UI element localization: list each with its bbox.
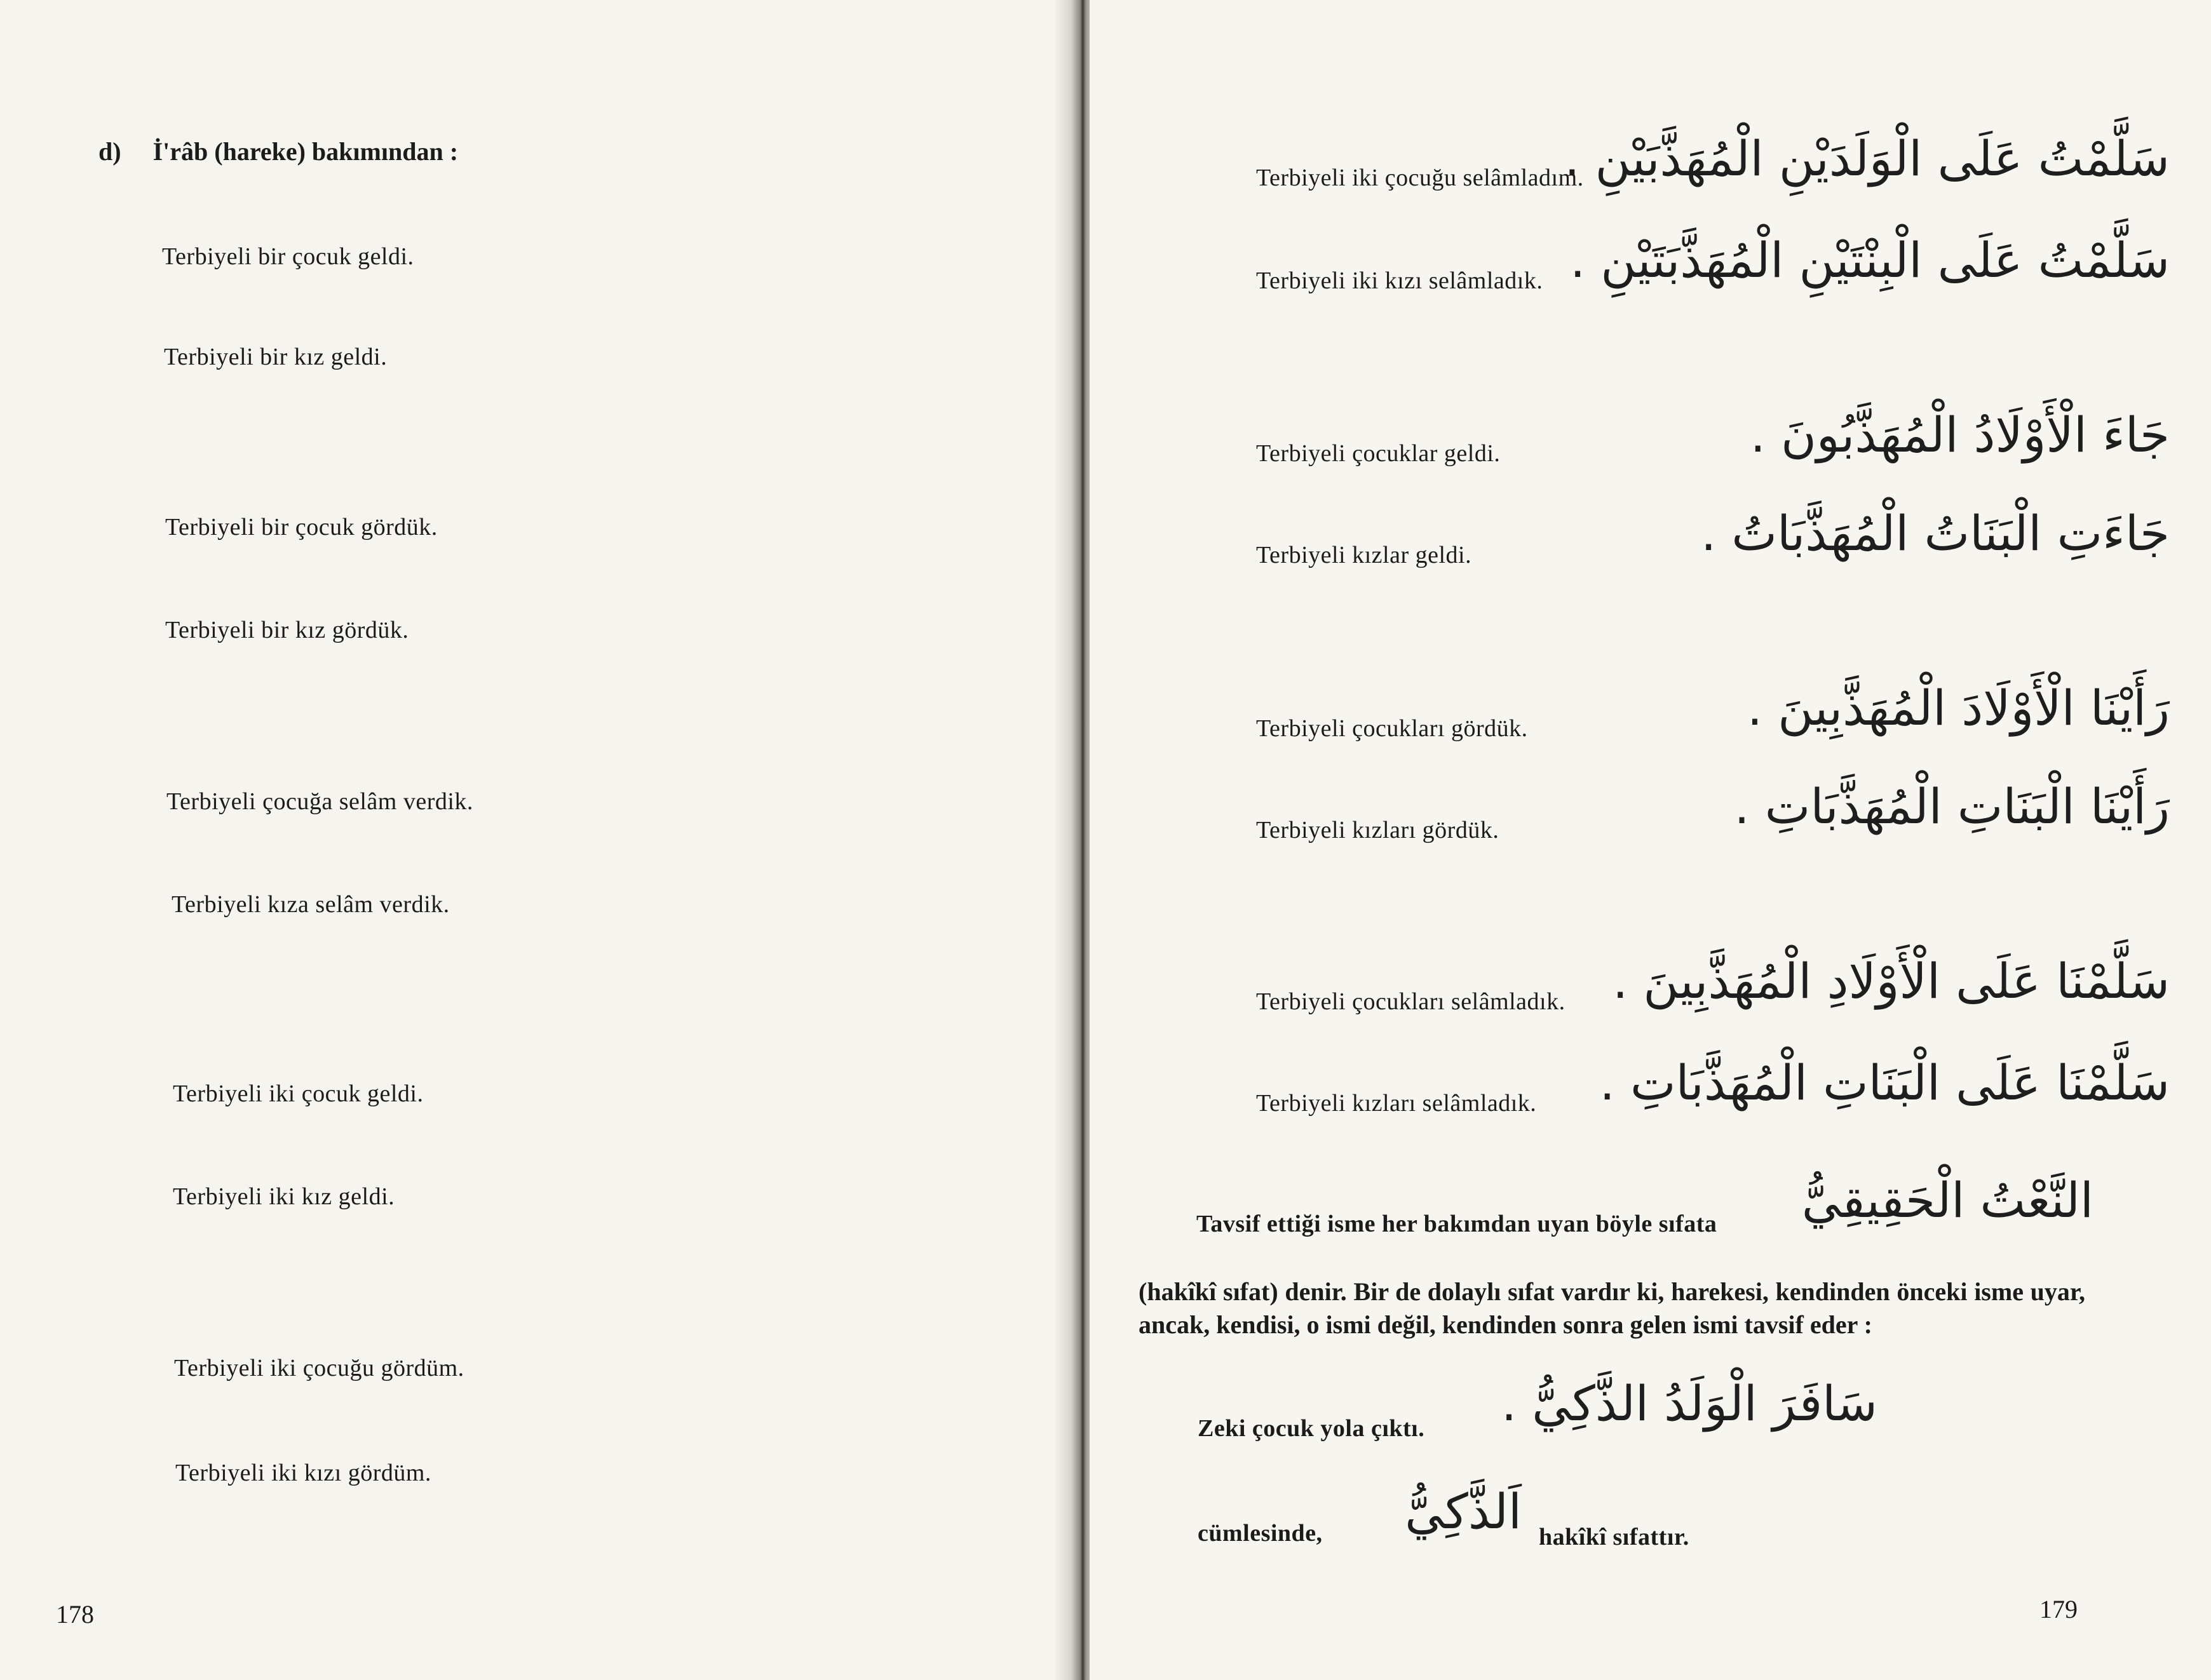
arabic-sentence: سَلَّمْنَا عَلَى الْأَوْلَادِ الْمُهَذَّبِينَ . [1613,953,2170,1009]
left-page [0,0,1074,1680]
turkish-sentence: Terbiyeli iki kızı selâmladık. [1256,267,1543,294]
cumle-end: hakîkî sıfattır. [1539,1524,1689,1550]
page-number: 179 [2039,1595,2078,1623]
turkish-sentence: Terbiyeli çocuklar geldi. [1256,440,1501,467]
turkish-sentence: Terbiyeli çocuğa selâm verdik. [166,788,473,815]
arabic-sentence: جَاءَ الْأَوْلَادُ الْمُهَذَّبُونَ . [1750,407,2170,463]
turkish-sentence: Terbiyeli kızlar geldi. [1256,542,1472,568]
section-letter: d) [98,137,121,166]
arabic-sentence: رَأَيْنَا الْبَنَاتِ الْمُهَذَّبَاتِ . [1734,778,2170,835]
turkish-sentence: Terbiyeli çocukları selâmladık. [1256,988,1565,1015]
turkish-sentence: Terbiyeli çocukları gördük. [1256,715,1528,742]
turkish-sentence: Terbiyeli bir kız gördük. [165,617,409,643]
turkish-sentence: Terbiyeli iki kız geldi. [173,1183,395,1210]
page-number: 178 [56,1600,94,1629]
turkish-sentence: Terbiyeli kızları gördük. [1256,817,1499,843]
arabic-word: اَلذَّكِيُّ [1405,1483,1522,1540]
turkish-sentence: Terbiyeli iki çocuğu gördüm. [174,1355,464,1381]
turkish-sentence: Terbiyeli iki kızı gördüm. [175,1460,431,1486]
explanation-paragraph: (hakîkî sıfat) denir. Bir de dolaylı sıfat vardır ki, harekesi, kendinden önceki isme uyar, ancak, kendisi, o ismi değil, kendinden sonra gelen ismi tavsif eder : [1139,1277,2085,1339]
arabic-sentence: سَلَّمْتُ عَلَى الْبِنْتَيْنِ الْمُهَذَّبَتَيْنِ . [1570,232,2170,288]
section-heading [98,137,458,166]
turkish-sentence: Terbiyeli kızları selâmladık. [1256,1090,1537,1117]
arabic-sentence: سَلَّمْنَا عَلَى الْبَنَاتِ الْمُهَذَّبَاتِ . [1599,1054,2170,1111]
turkish-sentence: Terbiyeli bir çocuk gördük. [165,514,438,541]
turkish-sentence: Terbiyeli iki çocuğu selâmladım. [1256,165,1584,191]
arabic-example: سَافَرَ الْوَلَدُ الذَّكِيُّ . [1501,1375,1877,1432]
cumle-label: cümlesinde, [1198,1520,1323,1547]
turkish-sentence: Terbiyeli bir kız geldi. [164,344,388,370]
tavsif-sentence: Tavsif ettiği isme her bakımdan uyan böyle sıfata [1196,1211,1717,1237]
section-title: İ'râb (hareke) bakımından : [152,137,459,166]
arabic-term: النَّعْتُ الْحَقِيقِيُّ [1801,1172,2093,1228]
turkish-sentence: Terbiyeli kıza selâm verdik. [172,891,450,918]
arabic-sentence: سَلَّمْتُ عَلَى الْوَلَدَيْنِ الْمُهَذَّبَيْنِ . [1564,130,2170,187]
turkish-sentence: Terbiyeli iki çocuk geldi. [173,1080,424,1107]
arabic-sentence: رَأَيْنَا الْأَوْلَادَ الْمُهَذَّبِينَ . [1747,680,2170,736]
arabic-sentence: جَاءَتِ الْبَنَاتُ الْمُهَذَّبَاتُ . [1701,505,2170,561]
example-sentence: Zeki çocuk yola çıktı. [1198,1415,1425,1442]
turkish-sentence: Terbiyeli bir çocuk geldi. [162,243,414,270]
